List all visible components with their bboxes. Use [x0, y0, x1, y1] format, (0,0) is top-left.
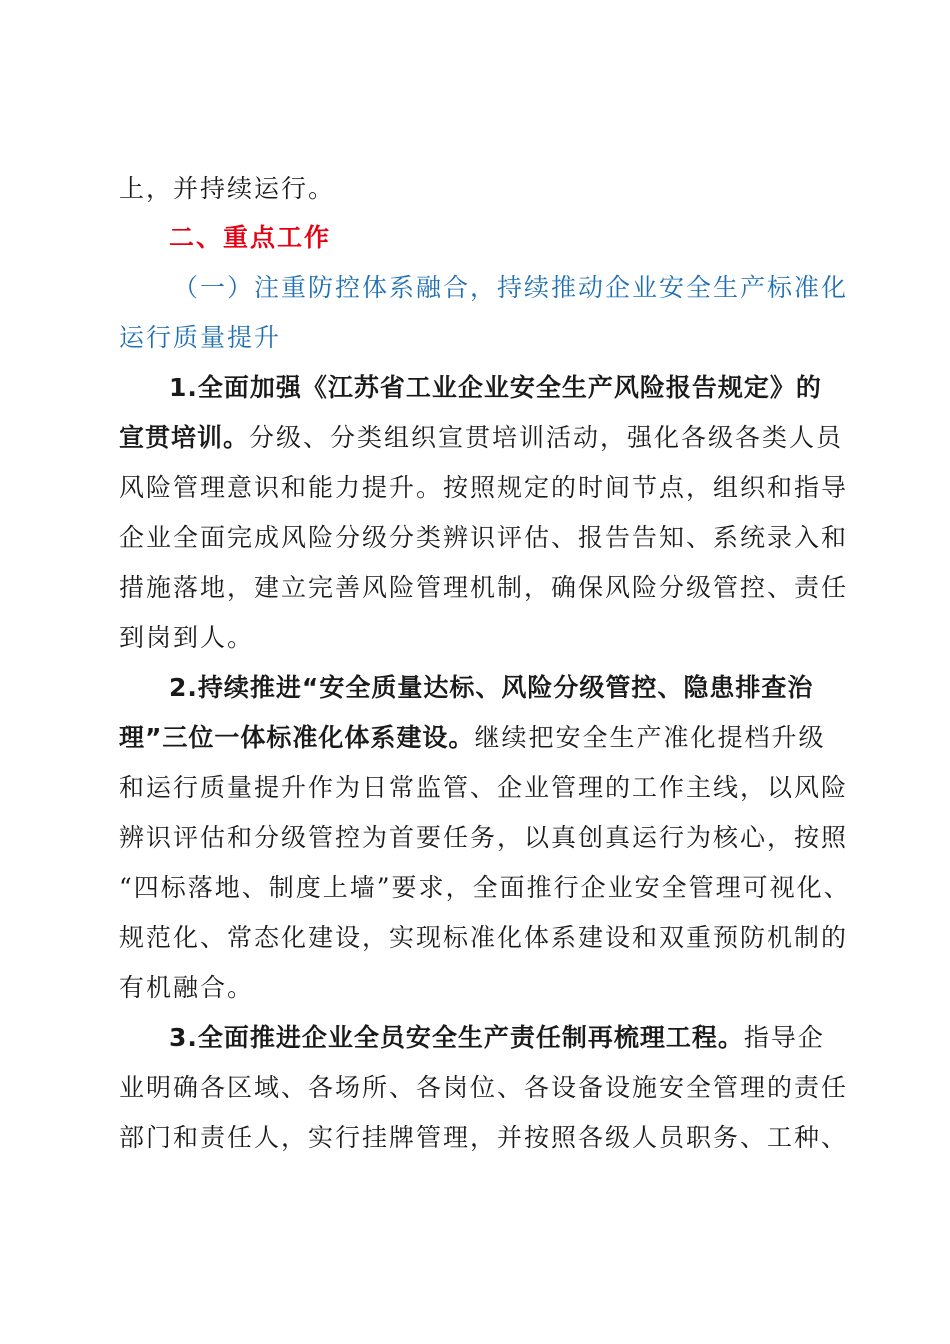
item2-heading-line1: 2.持续推进“安全质量达标、风险分级管控、隐患排查治 — [169, 673, 814, 702]
item2-line7: 有机融合。 — [119, 973, 255, 1002]
item1-line2-text: 分级、分类组织宣贯培训活动，强化各级各类人员 — [249, 423, 844, 452]
item2-line2-text: 继续把安全生产准化提档升级 — [474, 723, 826, 752]
item1-line4: 企业全面完成风险分级分类辨识评估、报告告知、系统录入和 — [119, 523, 849, 552]
item3-line2: 业明确各区域、各场所、各岗位、各设备设施安全管理的责任 — [119, 1073, 849, 1102]
item2-line5: “四标落地、制度上墙”要求，全面推行企业安全管理可视化、 — [119, 873, 851, 902]
item2-line4: 辨识评估和分级管控为首要任务，以真创真运行为核心，按照 — [119, 823, 849, 852]
item1-heading-line1: 1.全面加强《江苏省工业企业安全生产风险报告规定》的 — [169, 373, 822, 402]
subsection-heading-line2: 运行质量提升 — [119, 323, 282, 352]
subsection-heading-line1: （一）注重防控体系融合，持续推动企业安全生产标准化 — [173, 273, 849, 302]
item3-line3: 部门和责任人，实行挂牌管理，并按照各级人员职务、工种、 — [119, 1123, 849, 1152]
item3-heading: 3.全面推进企业全员安全生产责任制再梳理工程。 — [169, 1023, 744, 1052]
item1-line3: 风险管理意识和能力提升。按照规定的时间节点，组织和指导 — [119, 473, 849, 502]
item2-line3: 和运行质量提升作为日常监管、企业管理的工作主线，以风险 — [119, 773, 849, 802]
item2-line6: 规范化、常态化建设，实现标准化体系建设和双重预防机制的 — [119, 923, 849, 952]
item2-heading-line2: 理”三位一体标准化体系建设。 — [119, 723, 475, 752]
item1-line2 — [119, 421, 843, 455]
item1-heading-line2: 宣贯培训。 — [119, 423, 250, 452]
section-heading: 二、重点工作 — [169, 223, 332, 252]
item1-line5: 措施落地，建立完善风险管理机制，确保风险分级管控、责任 — [119, 573, 849, 602]
item1-line6: 到岗到人。 — [119, 623, 255, 652]
continuation-line: 上，并持续运行。 — [119, 174, 336, 203]
item2-line2 — [119, 721, 825, 755]
item3-line1-text: 指导企 — [743, 1023, 825, 1052]
item3-line1 — [169, 1021, 825, 1055]
